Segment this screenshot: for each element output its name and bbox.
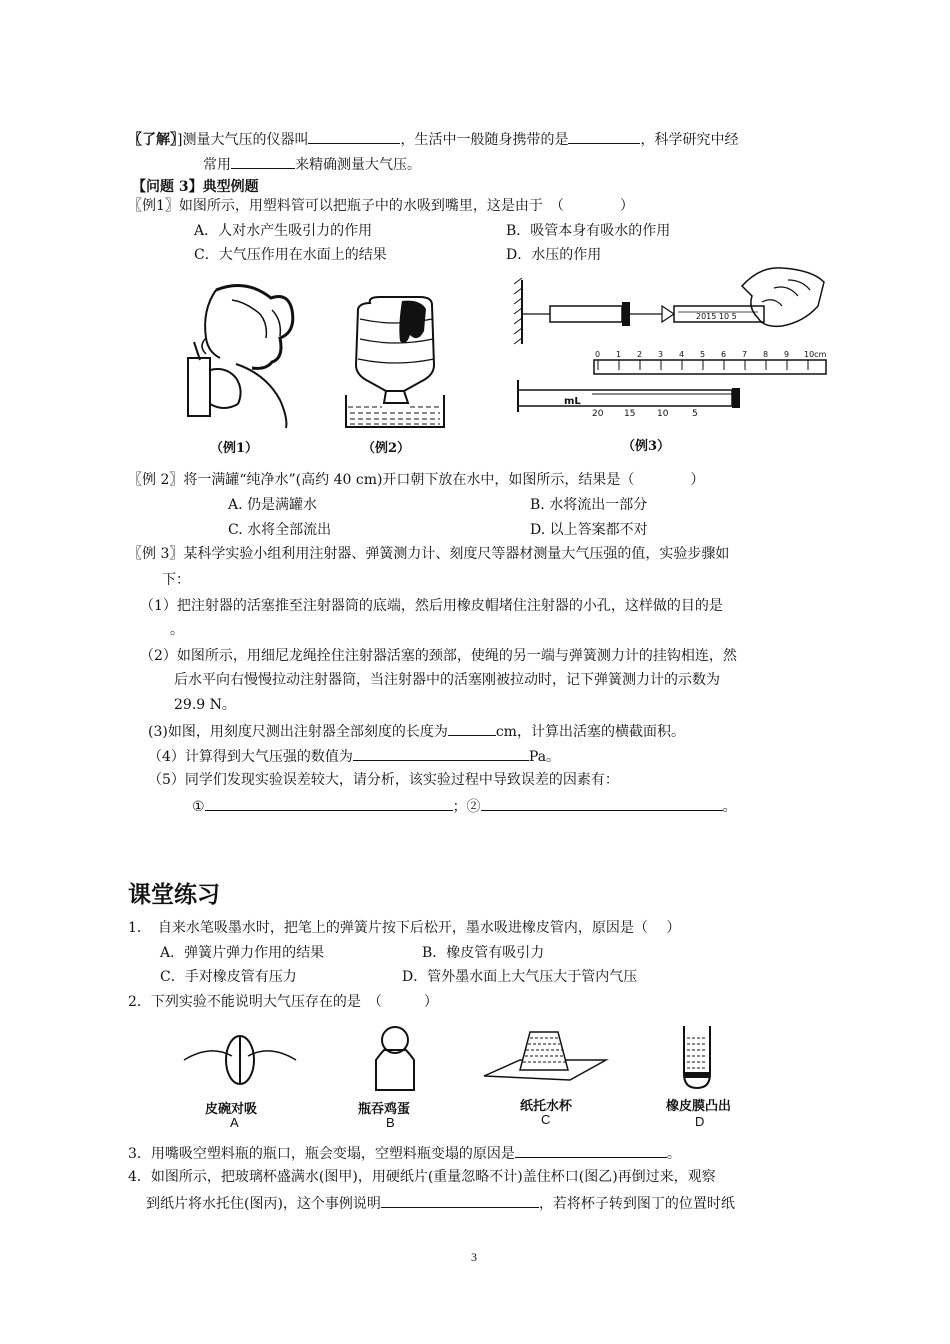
figure-water-jug (340, 295, 450, 430)
ex3-step-1b: 。 (170, 622, 184, 638)
q2-letter-a: A (230, 1115, 239, 1130)
ruler-tick-label: 2 (637, 350, 643, 359)
practice-title: 课堂练习 (128, 882, 220, 908)
answer-blank[interactable] (381, 1192, 539, 1208)
understand-line-2: 常用 来精确测量大气压。 (203, 153, 421, 175)
answer-blank[interactable] (448, 720, 496, 736)
figure-paper-cup (480, 1026, 610, 1086)
figure-membrane-tube (672, 1022, 722, 1092)
ruler-tick-label: 7 (742, 350, 748, 359)
ruler-tick-label: 4 (679, 350, 685, 359)
ex1-option-b: B．吸管本身有吸水的作用 (506, 223, 671, 239)
ex3-step-5-blanks: ① ；② 。 (192, 795, 737, 817)
ruler-tick-label: 9 (784, 350, 790, 359)
ex3-step-2a: （2）如图所示，用细尼龙绳拴住注射器活塞的颈部，使绳的另一端与弹簧测力计的挂钩相连，然 (140, 648, 737, 664)
ex3-step-4: （4）计算得到大气压强的数值为 Pa。 (148, 745, 560, 767)
ruler-tick-label: 3 (658, 350, 664, 359)
answer-blank[interactable] (568, 128, 640, 144)
ruler-ticks (598, 360, 808, 370)
figure-girl-drinking (176, 280, 306, 430)
q1-option-c: C．手对橡皮管有压力 (160, 969, 297, 985)
syringe-tick-label: 5 (692, 409, 698, 419)
q1-option-b: B．橡皮管有吸引力 (422, 945, 545, 961)
q2-letter-c: C (541, 1112, 551, 1127)
understand-tag: 〖了解〗 (128, 132, 177, 148)
ruler-tick-label: 8 (763, 350, 769, 359)
ex3-step-5: （5）同学们发现实验误差较大，请分析，该实验过程中导致误差的因素有： (148, 772, 619, 788)
syringe-tick-label: 15 (624, 409, 636, 419)
syringe-tick-label: 20 (592, 409, 604, 419)
page-number: 3 (471, 1250, 477, 1264)
answer-blank[interactable] (353, 745, 529, 761)
ex1-option-c: C．大气压作用在水面上的结果 (194, 247, 387, 263)
ruler-tick-label: 5 (700, 350, 706, 359)
gauge-text: 2015 10 5 (696, 312, 737, 321)
ex3-step-2c: 29.9 N。 (174, 697, 236, 713)
ex1-option-a: A．人对水产生吸引力的作用 (194, 223, 373, 239)
ex3-step-1a: （1）把注射器的活塞推至注射器筒的底端，然后用橡皮帽堵住注射器的小孔，这样做的目的是 (140, 598, 723, 614)
syringe-unit: mL (564, 396, 581, 407)
answer-blank[interactable] (481, 795, 723, 811)
q2-label-c: 纸托水杯 (520, 1099, 573, 1114)
fig2-caption: （例2） (362, 441, 411, 456)
ex2-option-b: B. 水将流出一部分 (530, 497, 648, 513)
figure-ruler-syringe (512, 346, 832, 432)
q2-stem: 2．下列实验不能说明大气压存在的是 （ ） (128, 994, 438, 1010)
q1-option-a: A．弹簧片弹力作用的结果 (160, 945, 325, 961)
ex2-stem: 〖例 2〗将一满罐“纯净水”(高约 40 cm)开口朝下放在水中，如图所示，结果是（ ） (128, 472, 705, 488)
q2-label-a: 皮碗对吸 (205, 1102, 258, 1117)
q2-label-d: 橡皮膜凸出 (666, 1099, 732, 1114)
figure-syringe-scale (512, 266, 832, 346)
ruler-tick-label: 0 (595, 350, 601, 359)
q2-letter-b: B (386, 1115, 395, 1130)
q1-option-d: D．管外墨水面上大气压大于管内气压 (402, 969, 638, 985)
fig3-caption: （例3） (622, 439, 671, 454)
ruler-tick-label: 6 (721, 350, 727, 359)
q2-label-b: 瓶吞鸡蛋 (358, 1102, 411, 1117)
ex3-stem-1: 〖例 3〗某科学实验小组利用注射器、弹簧测力计、刻度尺等器材测量大气压强的值，实验步骤如 (128, 546, 730, 562)
ruler-tick-label: 1 (616, 350, 622, 359)
problem3-title: 【问题 3】典型例题 (132, 179, 259, 195)
figure-suction-cups (180, 1030, 300, 1090)
fig1-caption: （例1） (210, 441, 259, 456)
ex2-option-c: C. 水将全部流出 (228, 522, 332, 538)
figure-bottle-egg (360, 1024, 430, 1094)
answer-blank[interactable] (205, 795, 453, 811)
ex2-option-d: D. 以上答案都不对 (530, 522, 648, 538)
answer-blank[interactable] (308, 128, 400, 144)
ex1-option-d: D．水压的作用 (506, 247, 602, 263)
q4-line-1: 4．如图所示，把玻璃杯盛满水(图甲)，用硬纸片(重量忽略不计)盖住杯口(图乙)再倒过来，观察 (128, 1169, 716, 1185)
q1-stem: 1． 自来水笔吸墨水时，把笔上的弹簧片按下后松开，墨水吸进橡皮管内，原因是（ ） (128, 920, 681, 936)
understand-line-1: 〖了解〗]测量大气压的仪器叫 ，生活中一般随身携带的是 ，科学研究中经 (128, 128, 738, 150)
answer-blank[interactable] (515, 1142, 667, 1158)
q3-stem: 3．用嘴吸空塑料瓶的瓶口，瓶会变塌，空塑料瓶变塌的原因是 。 (128, 1142, 681, 1164)
ex3-stem-2: 下： (162, 572, 190, 588)
ex2-option-a: A. 仍是满罐水 (228, 497, 318, 513)
ex3-step-2b: 后水平向右慢慢拉动注射器筒，当注射器中的活塞刚被拉动时，记下弹簧测力计的示数为 (174, 672, 720, 688)
q2-letter-d: D (695, 1114, 705, 1129)
q4-line-2: 到纸片将水托住(图丙)，这个事例说明 ，若将杯子转到图丁的位置时纸 (146, 1192, 735, 1214)
answer-blank[interactable] (231, 153, 295, 169)
ex1-stem: 〖例1〗如图所示，用塑料管可以把瓶子中的水吸到嘴里，这是由于 （ ） (128, 198, 634, 214)
ruler-tick-label: 10cm (804, 350, 827, 359)
syringe-tick-label: 10 (657, 409, 669, 419)
ex3-step-3: (3)如图，用刻度尺测出注射器全部刻度的长度为 cm，计算出活塞的横截面积。 (148, 720, 685, 742)
